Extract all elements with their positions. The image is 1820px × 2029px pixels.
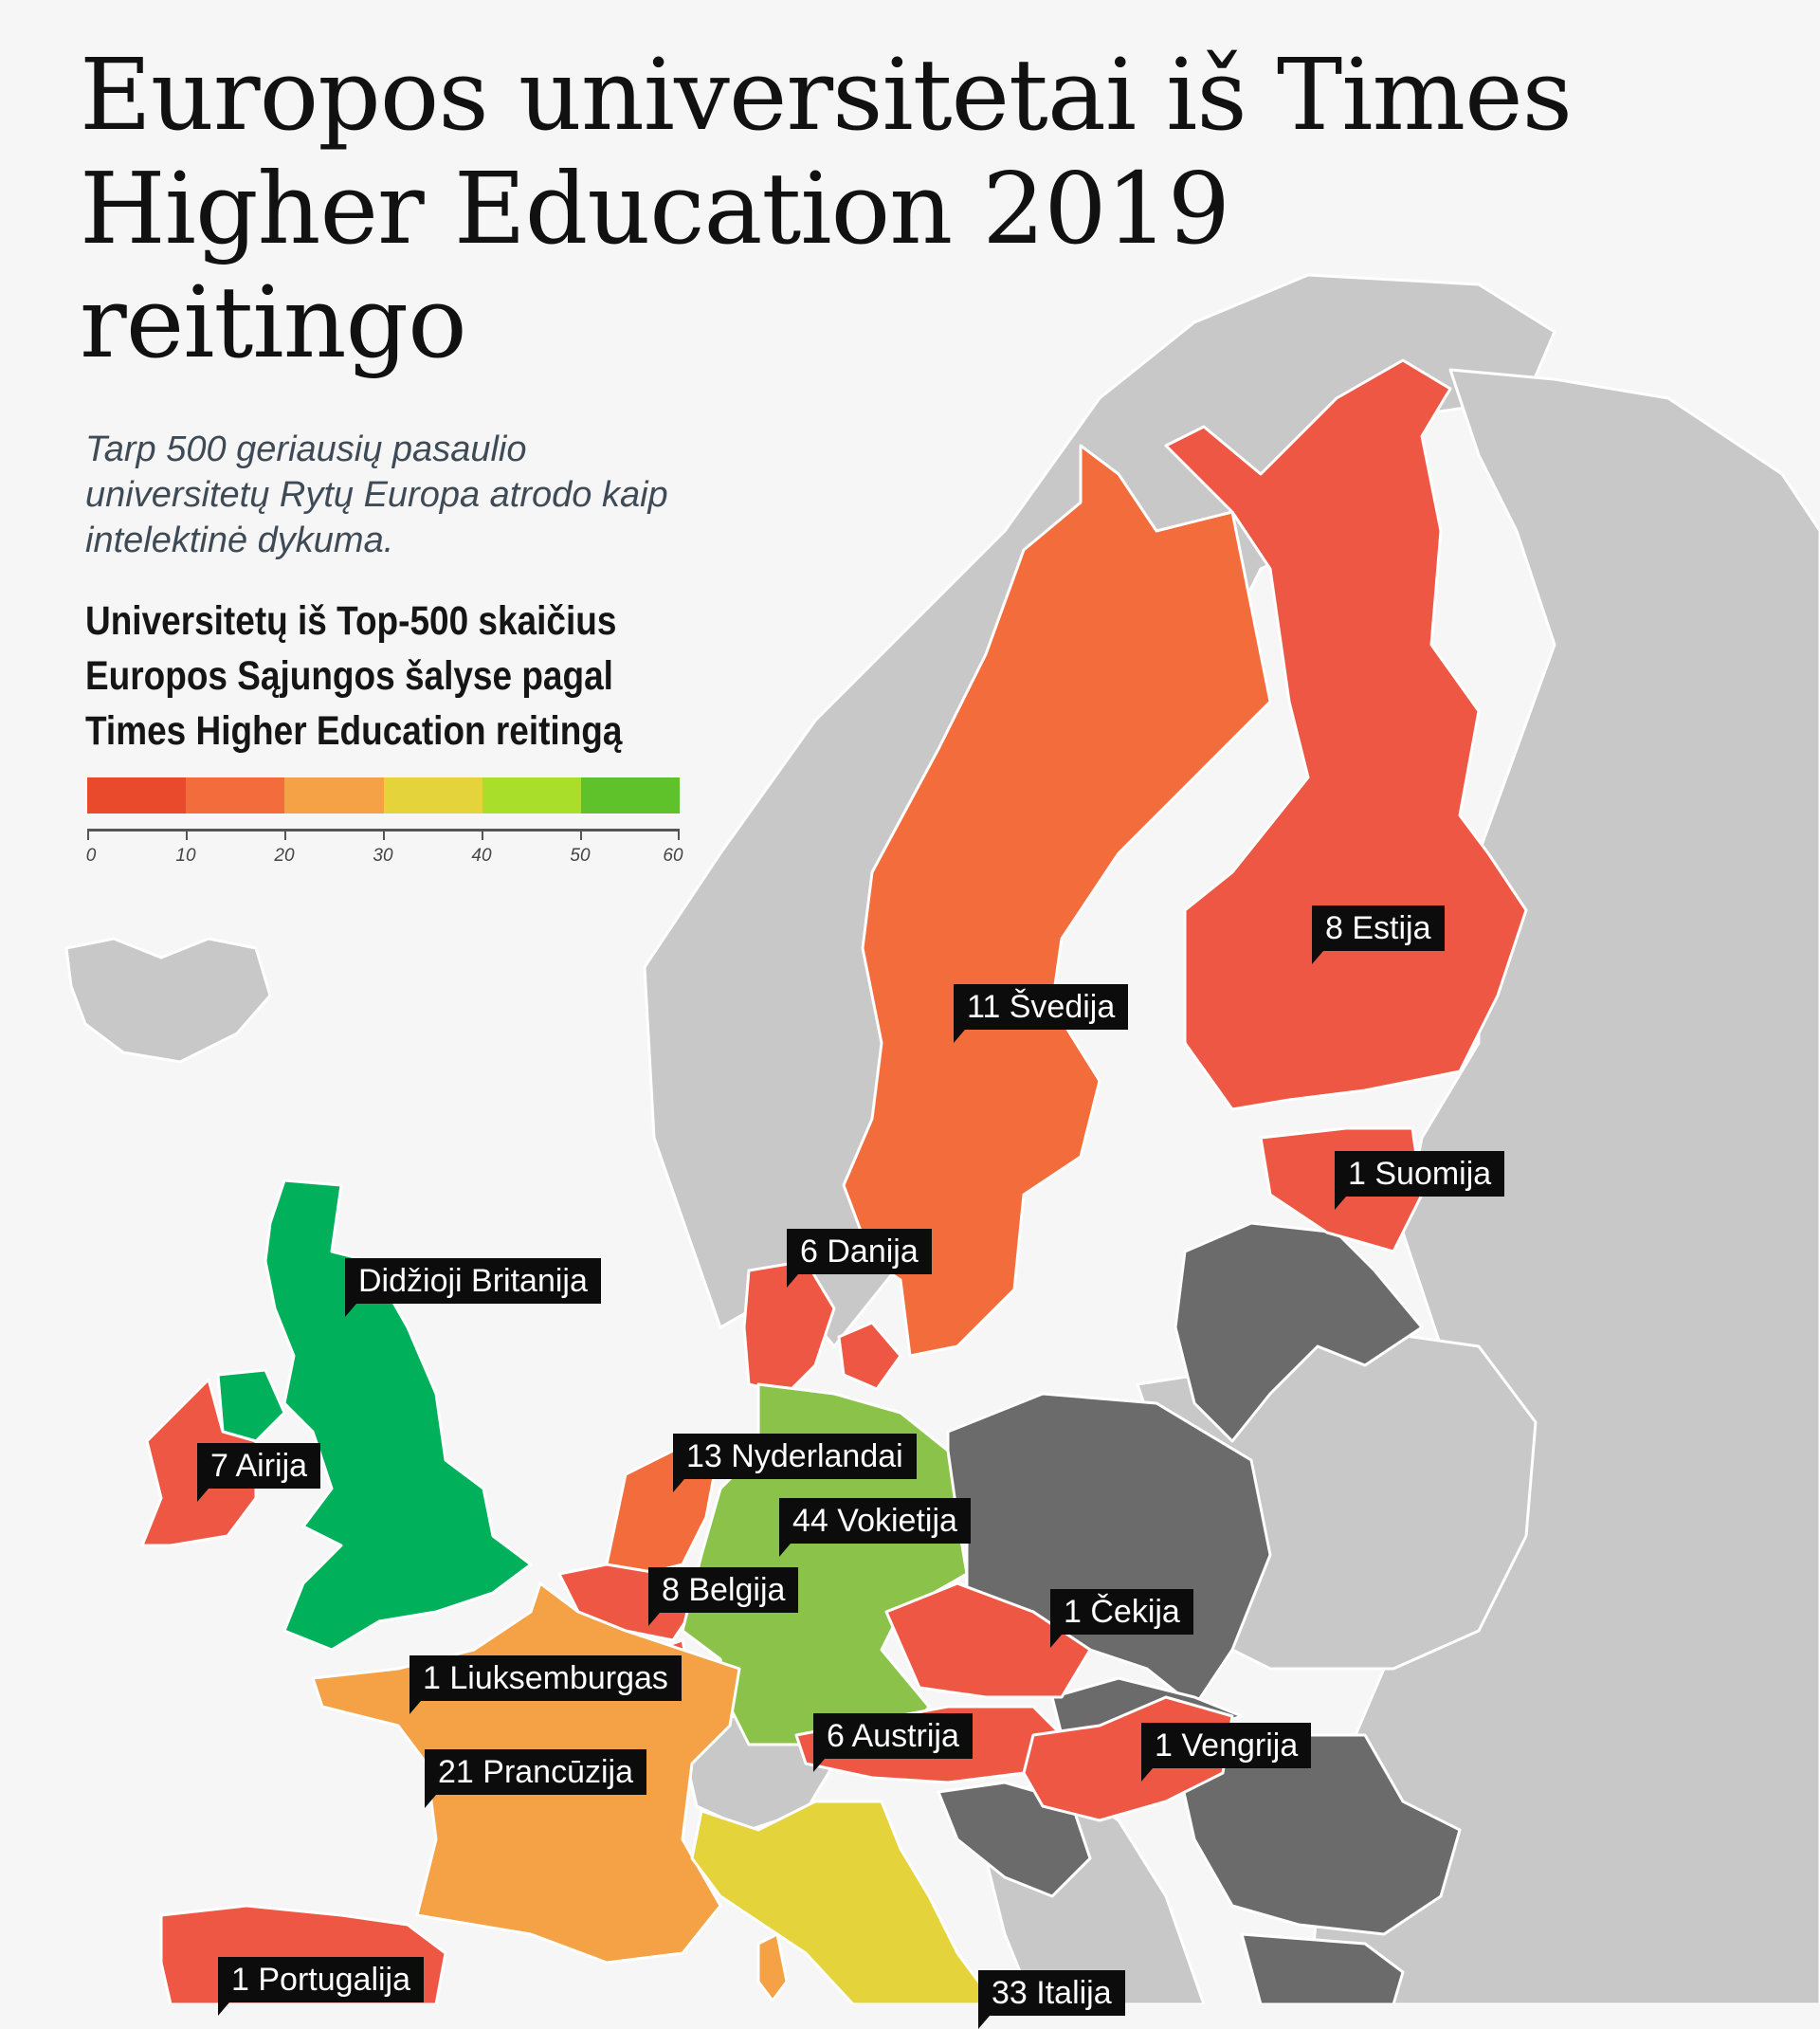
label-italy: 33 Italija [978,1970,1125,2016]
uk [265,1180,531,1650]
color-legend [85,777,683,872]
legend-tick-label: 50 [570,846,591,866]
legend-segment [482,777,581,813]
label-hungary: 1 Vengrija [1141,1723,1311,1768]
legend-tick [383,829,385,840]
legend-segment [284,777,383,813]
legend-bar [87,777,680,813]
label-estonia: 8 Estija [1312,905,1445,951]
italy [692,1801,995,2004]
legend-tick [678,829,680,840]
label-belgium: 8 Belgija [648,1567,798,1613]
label-netherlands: 13 Nyderlandai [673,1434,917,1479]
legend-tick [186,829,188,840]
legend-tick-label: 60 [663,846,683,866]
legend-tick [580,829,582,840]
label-ireland: 7 Airija [197,1443,320,1489]
label-germany: 44 Vokietija [779,1498,971,1544]
label-austria: 6 Austrija [813,1713,973,1759]
label-luxembourg: 1 Liuksemburgas [410,1655,682,1701]
label-finland: 1 Suomija [1335,1151,1504,1197]
legend-segment [581,777,680,813]
label-uk: Didžioji Britanija [345,1258,601,1304]
subtitle: Tarp 500 geriausių pasaulio universitetų Rytų Europa atrodo kaip intelektinė dykuma. [85,430,668,560]
legend-tick [482,829,483,840]
legend-tick [284,829,286,840]
label-czechia: 1 Čekija [1050,1589,1193,1635]
legend-tick [87,829,89,840]
legend-tick-label: 40 [471,846,492,866]
iceland [66,939,270,1062]
legend-segment [87,777,186,813]
label-sweden: 11 Švedija [954,984,1128,1030]
legend-title: Universitetų iš Top-500 skaičius Europos Sąjungos šalyse pagal Times Higher Education reitingą [85,598,623,754]
denmark-zealand [839,1323,901,1389]
label-france: 21 Prancūzija [425,1749,646,1795]
legend-segment [186,777,284,813]
legend-tick-label: 20 [274,846,295,866]
label-portugal: 1 Portugalija [218,1957,424,2002]
legend-tick-label: 0 [85,846,97,866]
legend-tick-label: 10 [175,846,196,866]
page-title: Europos universitetai iš Times Higher Education 2019 reitingo [80,37,1573,380]
corsica [758,1934,787,2001]
label-denmark: 6 Danija [787,1229,932,1274]
northern-ireland [218,1370,284,1441]
legend-tick-label: 30 [373,846,393,866]
legend-segment [384,777,482,813]
